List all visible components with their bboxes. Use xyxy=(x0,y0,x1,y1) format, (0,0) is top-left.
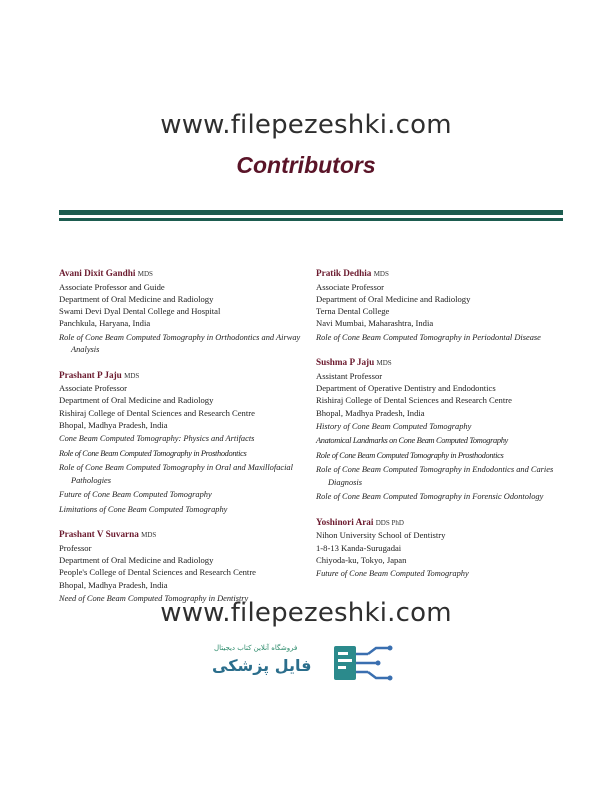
contributor-position: Professor xyxy=(59,542,92,553)
contributor-department: Department of Operative Dentistry and Endodontics xyxy=(316,382,496,393)
contributor-department: Department of Oral Medicine and Radiology xyxy=(59,395,214,406)
contributor-institution: Terna Dental College xyxy=(316,306,390,317)
contributor-location: Bhopal, Madhya Pradesh, India xyxy=(316,407,425,418)
contributor-location: Bhopal, Madhya Pradesh, India xyxy=(59,420,168,431)
chapter-title: Role of Cone Beam Computed Tomography in Prosthodontics xyxy=(316,450,504,460)
page-title: Contributors xyxy=(236,152,376,178)
contributor-location: Chiyoda-ku, Tokyo, Japan xyxy=(316,554,407,565)
contributors-right-column xyxy=(316,267,566,593)
contributor-location: Navi Mumbai, Maharashtra, India xyxy=(316,318,434,329)
logo-mark-icon xyxy=(332,642,394,684)
contributor-entry xyxy=(59,267,309,357)
contributor-institution: People's College of Dental Sciences and Research Centre xyxy=(59,567,256,578)
chapter-title: Future of Cone Beam Computed Tomography xyxy=(59,490,212,500)
chapter-title: Future of Cone Beam Computed Tomography xyxy=(316,569,469,579)
contributor-department: Department of Oral Medicine and Radiology xyxy=(59,555,214,566)
contributor-name: Pratik Dedhia xyxy=(316,268,372,278)
contributor-degree: DDS PhD xyxy=(375,518,404,527)
chapter-title: Role of Cone Beam Computed Tomography in Oral and Maxillofacial Pathologies xyxy=(59,463,293,485)
chapter-title: Cone Beam Computed Tomography: Physics and Artifacts xyxy=(59,434,255,444)
contributor-name: Prashant V Suvarna xyxy=(59,529,139,540)
chapter-title: Limitations of Cone Beam Computed Tomography xyxy=(59,504,228,514)
contributor-degree: MDS xyxy=(124,371,140,380)
chapter-title: Anatomical Landmarks on Cone Beam Computed Tomography xyxy=(316,436,508,446)
contributor-address: 1-8-13 Kanda-Surugadai xyxy=(316,542,402,553)
chapter-title: Role of Cone Beam Computed Tomography in Forensic Odontology xyxy=(316,492,544,502)
contributor-position: Associate Professor and Guide xyxy=(59,281,165,292)
contributor-location: Panchkula, Haryana, India xyxy=(59,318,151,329)
chapter-title: Need of Cone Beam Computed Tomography in Dentistry xyxy=(59,594,249,604)
site-logo xyxy=(208,640,398,686)
contributor-position: Associate Professor xyxy=(59,383,128,394)
divider-thick xyxy=(59,210,563,215)
chapter-title: Role of Cone Beam Computed Tomography in Periodontal Disease xyxy=(316,332,541,342)
logo-tagline: فروشگاه آنلاین کتاب دیجیتال xyxy=(214,644,298,652)
watermark-bottom: www.filepezeshki.com xyxy=(160,598,452,628)
contributor-degree: MDS xyxy=(376,359,392,368)
contributor-institution: Rishiraj College of Dental Sciences and Research Centre xyxy=(316,395,512,406)
chapter-title: History of Cone Beam Computed Tomography xyxy=(316,421,472,431)
logo-wordmark: فایل پزشکی xyxy=(212,656,312,675)
contributor-degree: MDS xyxy=(141,531,157,540)
contributor-name: Sushma P Jaju xyxy=(316,357,375,368)
chapter-title: Role of Cone Beam Computed Tomography in Endodontics and Caries Diagnosis xyxy=(316,465,554,487)
watermark-top: www.filepezeshki.com xyxy=(160,110,452,140)
contributor-degree: MDS xyxy=(137,270,153,278)
contributor-position: Assistant Professor xyxy=(316,370,383,381)
contributor-entry xyxy=(316,356,566,504)
contributor-institution: Rishiraj College of Dental Sciences and Research Centre xyxy=(59,407,255,418)
contributor-location: Bhopal, Madhya Pradesh, India xyxy=(59,579,168,590)
contributor-institution: Swami Devi Dyal Dental College and Hospital xyxy=(59,306,221,317)
contributor-department: Department of Oral Medicine and Radiology xyxy=(316,293,471,304)
contributor-institution: Nihon University School of Dentistry xyxy=(316,530,446,541)
chapter-title: Role of Cone Beam Computed Tomography in Prosthodontics xyxy=(59,448,247,458)
divider-thin xyxy=(59,218,563,221)
chapter-title: Role of Cone Beam Computed Tomography in Orthodontics and Airway Analysis xyxy=(59,332,301,355)
contributor-name: Yoshinori Arai xyxy=(316,516,374,527)
contributors-left-column xyxy=(59,267,309,618)
contributor-name: Avani Dixit Gandhi xyxy=(59,268,136,278)
contributor-entry xyxy=(316,267,566,344)
contributor-entry xyxy=(316,516,566,581)
contributor-entry xyxy=(59,528,309,605)
contributor-department: Department of Oral Medicine and Radiology xyxy=(59,293,214,304)
contributor-degree: MDS xyxy=(373,270,389,278)
contributor-position: Associate Professor xyxy=(316,281,385,292)
contributor-entry xyxy=(59,369,309,517)
contributor-name: Prashant P Jaju xyxy=(59,369,122,380)
